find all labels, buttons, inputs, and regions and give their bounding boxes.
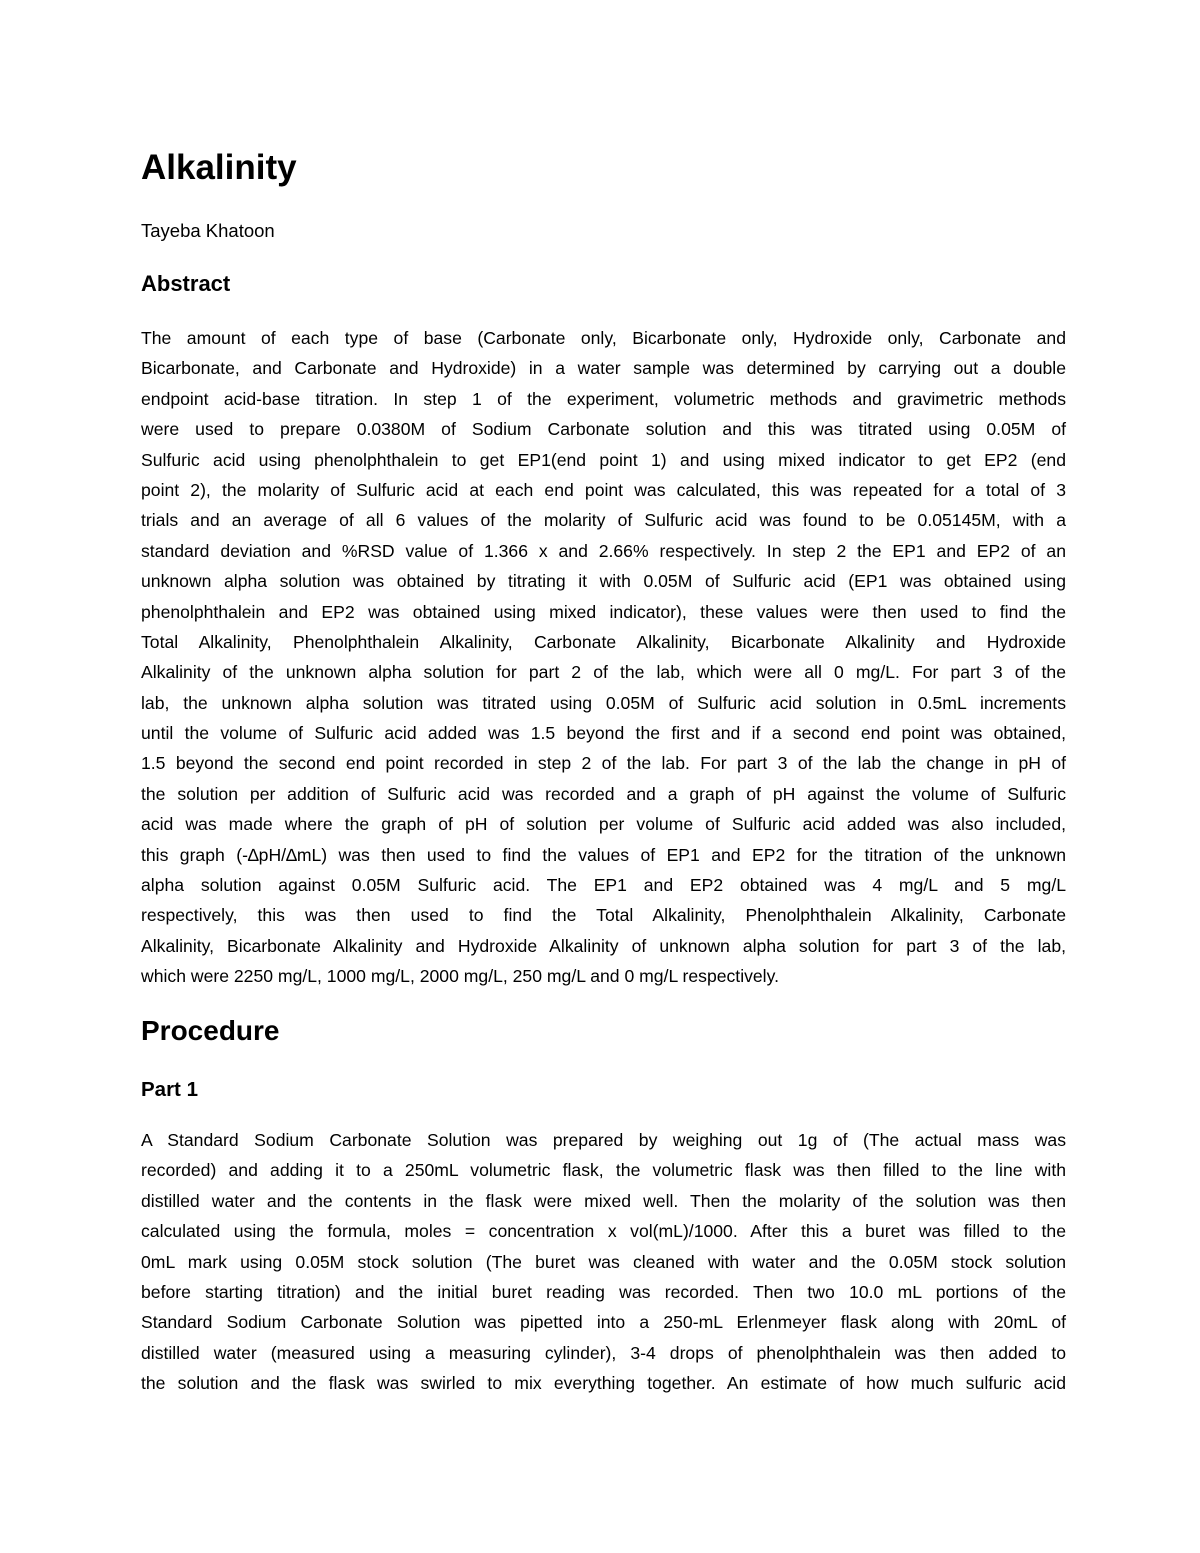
part1-line: distilled water (measured using a measuring cylinder), 3-4 drops of phenolphthalein was then added to [141, 1342, 1066, 1363]
abstract-line: Total Alkalinity, Phenolphthalein Alkalinity, Carbonate Alkalinity, Bicarbonate Alkalinity and Hydroxide [141, 631, 1066, 652]
author-name: Tayeba Khatoon [141, 220, 275, 241]
abstract-line: respectively, this was then used to find the Total Alkalinity, Phenolphthalein Alkalinity, Carbonate [141, 905, 1066, 926]
abstract-line: Alkalinity of the unknown alpha solution for part 2 of the lab, which were all 0 mg/L. For part 3 of the [141, 662, 1066, 683]
part1-line: the solution and the flask was swirled to mix everything together. An estimate of how much sulfuric acid [141, 1373, 1066, 1394]
part1-line: Standard Sodium Carbonate Solution was pipetted into a 250-mL Erlenmeyer flask along with 20mL of [141, 1312, 1066, 1333]
procedure-heading: Procedure [141, 1015, 280, 1046]
abstract-line: Bicarbonate, and Carbonate and Hydroxide) in a water sample was determined by carrying out a double [141, 358, 1066, 379]
document-title: Alkalinity [141, 148, 297, 187]
part1-line: 0mL mark using 0.05M stock solution (The buret was cleaned with water and the 0.05M stock solution [141, 1251, 1066, 1272]
part1-line: A Standard Sodium Carbonate Solution was prepared by weighing out 1g of (The actual mass was [141, 1130, 1066, 1150]
abstract-line: lab, the unknown alpha solution was titrated using 0.05M of Sulfuric acid solution in 0.5mL increments [141, 692, 1066, 713]
abstract-line: endpoint acid-base titration. In step 1 of the experiment, volumetric methods and gravimetric methods [141, 388, 1066, 409]
abstract-line: standard deviation and %RSD value of 1.366 x and 2.66% respectively. In step 2 the EP1 and EP2 of an [141, 540, 1066, 561]
abstract-line: were used to prepare 0.0380M of Sodium Carbonate solution and this was titrated using 0.05M of [141, 419, 1066, 440]
abstract-line: this graph (-∆pH/∆mL) was then used to find the values of EP1 and EP2 for the titration of the unknown [141, 844, 1066, 865]
part1-line: recorded) and adding it to a 250mL volumetric flask, the volumetric flask was then filled to the line with [141, 1160, 1066, 1181]
part1-heading: Part 1 [141, 1078, 198, 1101]
part1-line: distilled water and the contents in the flask were mixed well. Then the molarity of the solution was then [141, 1190, 1066, 1211]
part1-line: before starting titration) and the initial buret reading was recorded. Then two 10.0 mL portions of the [141, 1281, 1066, 1302]
abstract-line: 1.5 beyond the second end point recorded in step 2 of the lab. For part 3 of the lab the change in pH of [141, 753, 1066, 774]
abstract-line: the solution per addition of Sulfuric acid was recorded and a graph of pH against the volume of Sulfuric [141, 783, 1066, 804]
abstract-heading: Abstract [141, 271, 231, 296]
abstract-line: which were 2250 mg/L, 1000 mg/L, 2000 mg/L, 250 mg/L and 0 mg/L respectively. [141, 966, 779, 987]
abstract-line: unknown alpha solution was obtained by titrating it with 0.05M of Sulfuric acid (EP1 was obtained using [141, 571, 1066, 592]
abstract-line: Sulfuric acid using phenolphthalein to get EP1(end point 1) and using mixed indicator to get EP2 (end [141, 449, 1066, 470]
abstract-line: alpha solution against 0.05M Sulfuric acid. The EP1 and EP2 obtained was 4 mg/L and 5 mg/L [141, 875, 1066, 896]
part1-line: calculated using the formula, moles = concentration x vol(mL)/1000. After this a buret was filled to the [141, 1221, 1066, 1242]
abstract-line: point 2), the molarity of Sulfuric acid at each end point was calculated, this was repeated for a total of 3 [141, 479, 1066, 500]
part1-paragraph [141, 1125, 1066, 1399]
abstract-line: The amount of each type of base (Carbonate only, Bicarbonate only, Hydroxide only, Carbonate and [141, 328, 1066, 348]
abstract-line: acid was made where the graph of pH of solution per volume of Sulfuric acid added was also included, [141, 814, 1066, 835]
abstract-line: until the volume of Sulfuric acid added was 1.5 beyond the first and if a second end point was obtained, [141, 723, 1066, 744]
abstract-line: trials and an average of all 6 values of the molarity of Sulfuric acid was found to be 0.05145M, with a [141, 510, 1066, 531]
abstract-line: phenolphthalein and EP2 was obtained using mixed indicator), these values were then used to find the [141, 601, 1066, 622]
abstract-paragraph [141, 323, 1066, 992]
abstract-line: Alkalinity, Bicarbonate Alkalinity and Hydroxide Alkalinity of unknown alpha solution for part 3 of the lab, [141, 935, 1066, 956]
